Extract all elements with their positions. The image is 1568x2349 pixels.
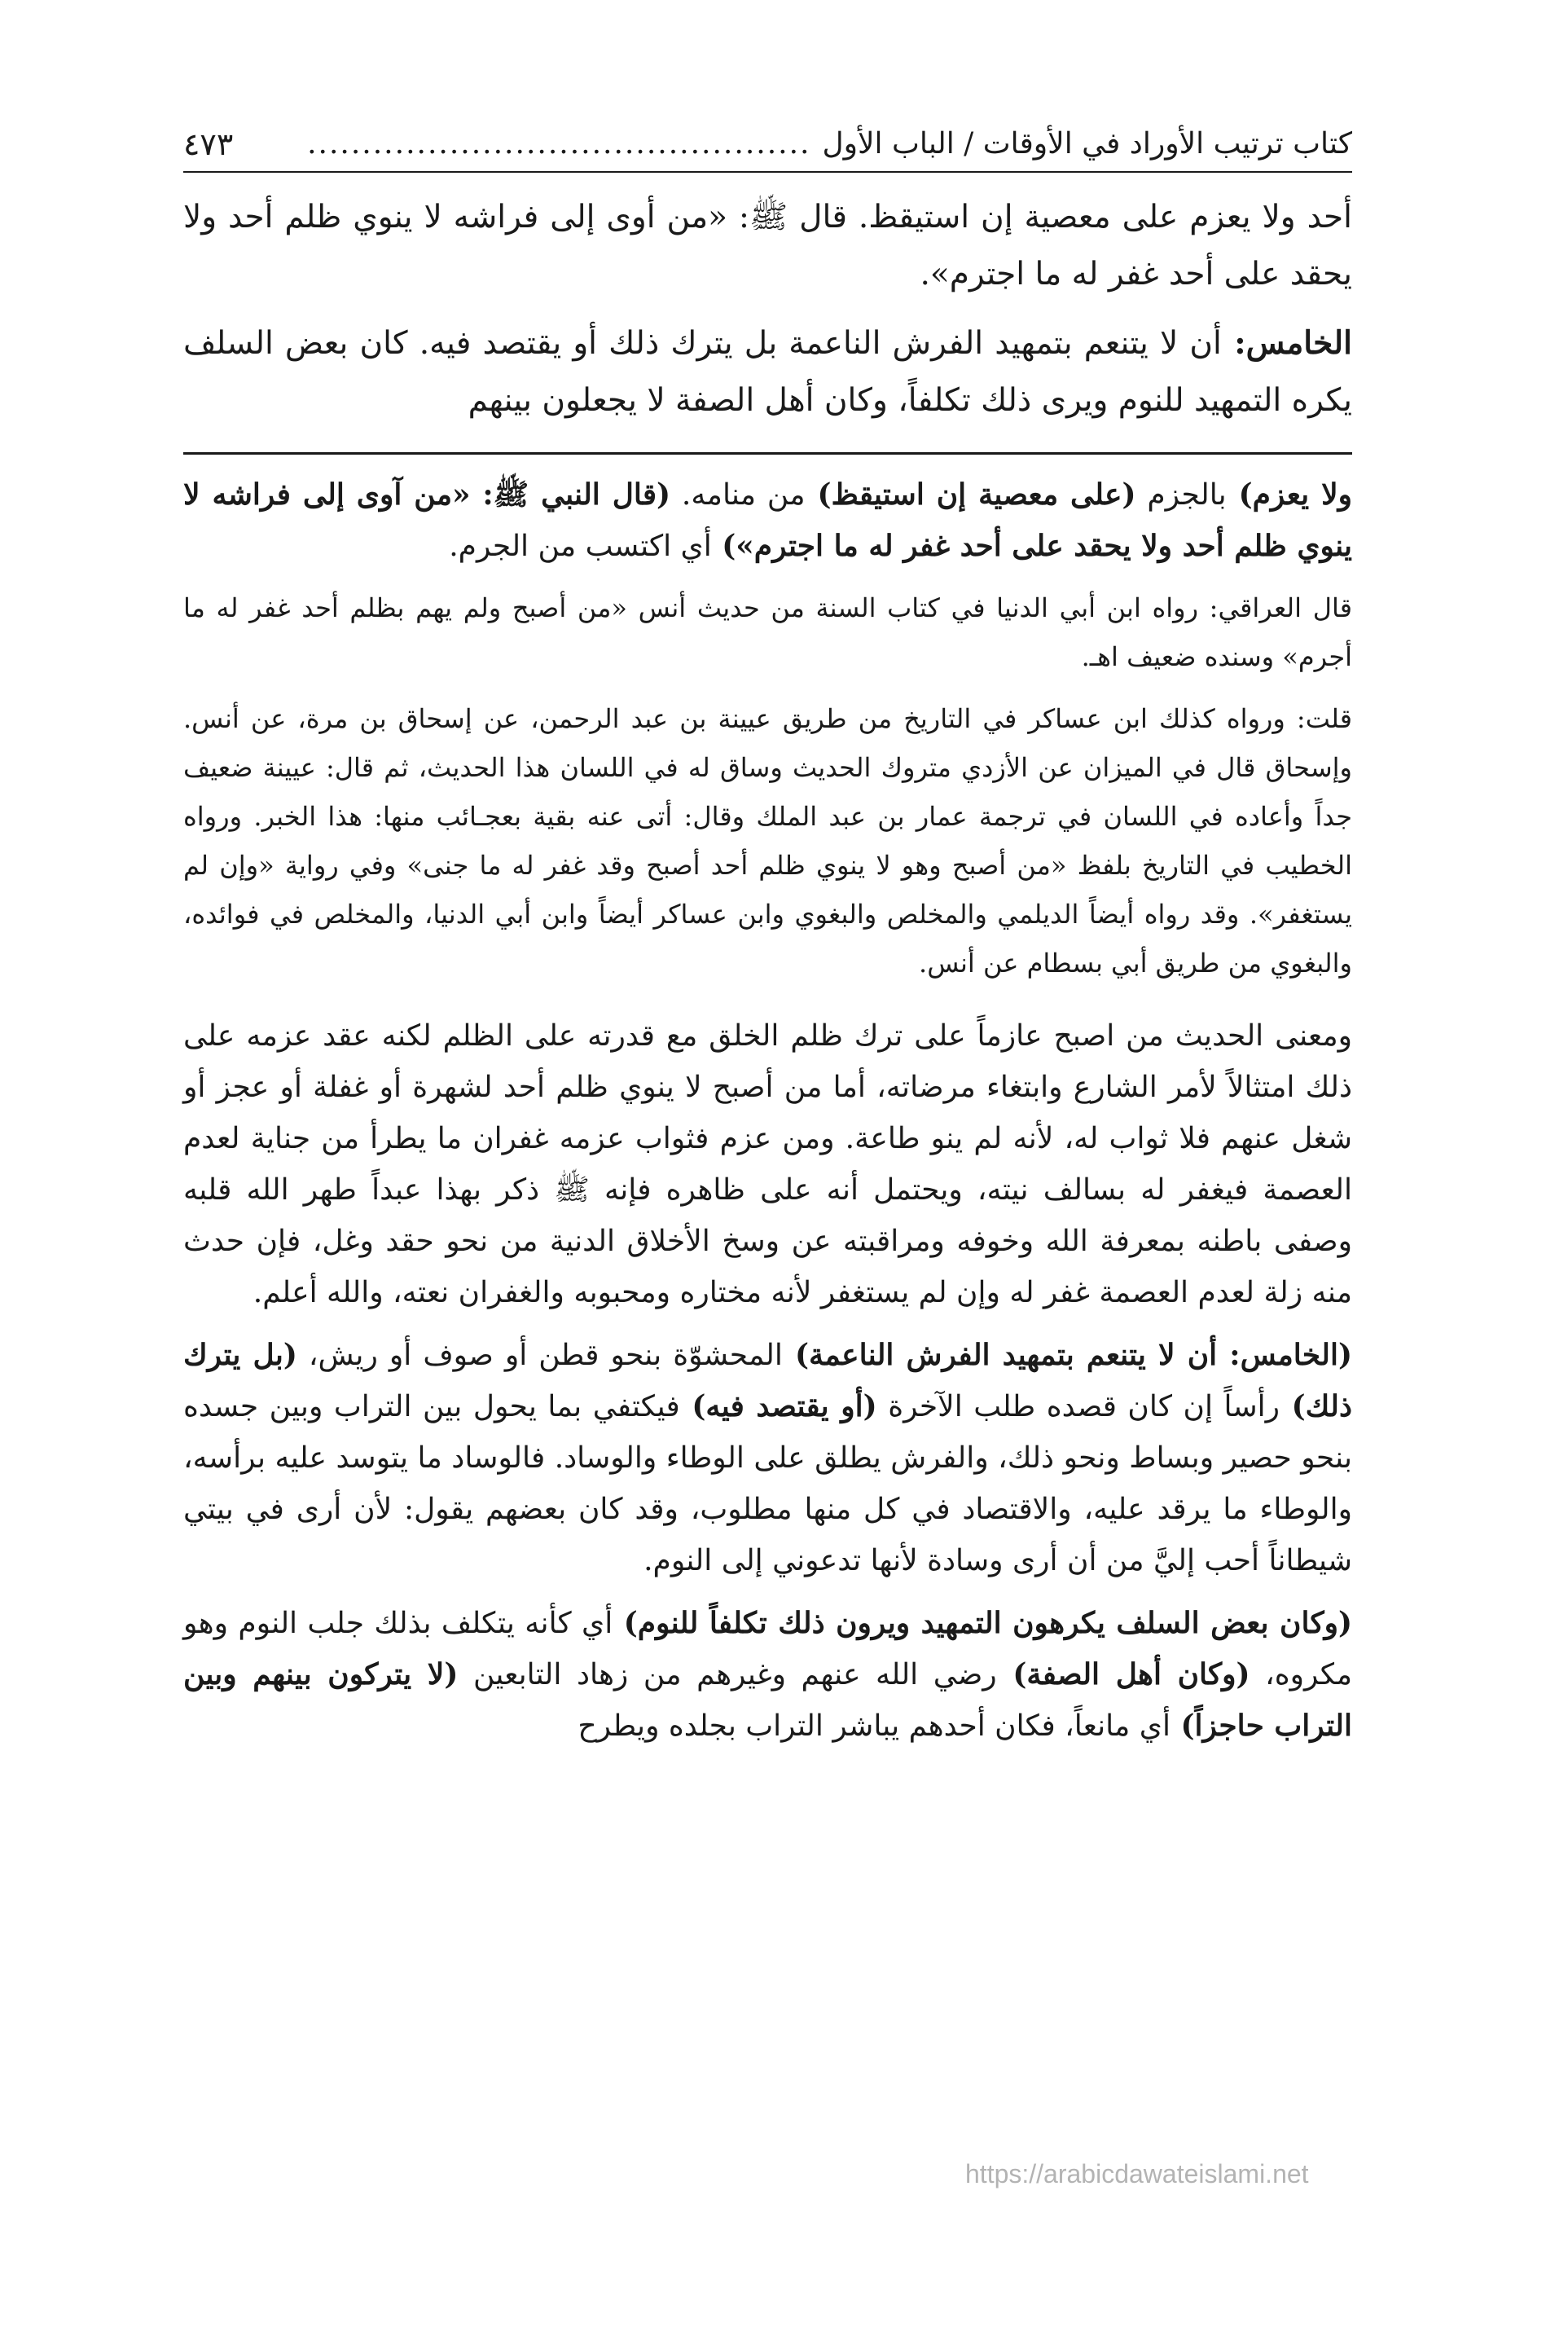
bold-matn-segment: (على معصية إن استيقظ): [805, 477, 1136, 512]
bold-matn-segment: ولا يعزم): [1226, 477, 1353, 512]
bold-matn-segment: (أو يقتصد فيه): [679, 1389, 877, 1423]
text-segment: أي كأنه يتكلف بذلك جلب النوم وهو مكروه،: [183, 1607, 1353, 1691]
bold-matn-segment: الخامس:: [1221, 324, 1352, 362]
text-segment: ومعنى الحديث من اصبح عازماً على ترك ظلم الخلق مع قدرته على الظلم لكنه عقد عزمه على ذلك امتثالاً لأمر الشارع وابتغاء مرضاته، أما من أصبح لا ينوي ظلم أحد لشهرة أو غفلة أو عجز أو شغل عنهم فلا ثواب له، لأنه لم ينو طاعة. ومن عزم فثواب عزمه غفران ما يطرأ من جناية لعدم العصمة فيغفر له بسالف نيته، ويحتمل أنه على ظاهره فإنه ﷺ ذكر بهذا عبداً طهر الله قلبه وصفى باطنه بمعرفة الله وخوفه ومراقبته عن وسخ الأخلاق الدنية من نحو حقد وغل، فإن حدث منه زلة لعدم العصمة غفر له وإن لم يستغفر لأنه مختاره ومحبوبه والغفران نعته، والله أعلم.: [183, 1019, 1352, 1309]
bold-matn-segment: (وكان أهل الصفة): [996, 1657, 1250, 1691]
text-segment: فيكتفي بما يحول بين التراب وبين جسده بنحو حصير وبساط ونحو ذلك، والفرش يطلق على الوطاء والوساد. فالوساد ما يتوسد عليه برأسه، والوطاء ما يرقد عليه، والاقتصاد في كل منها مطلوب، وقد كان بعضهم يقول: لأن أرى في بيتي شيطاناً أحب إليَّ من أن أرى وسادة لأنها تدعوني إلى النوم.: [183, 1390, 1352, 1577]
book-page: [183, 122, 1352, 1763]
note-paragraph: قال العراقي: رواه ابن أبي الدنيا في كتاب السنة من حديث أنس «من أصبح ولم يهم بظلم أحد غفر له ما أجرم» وسنده ضعيف اهـ.: [183, 592, 1352, 672]
commentary-block-2: [183, 1010, 1352, 1752]
text-segment: رضي الله عنهم وغيرهم من زهاد التابعين: [458, 1658, 997, 1691]
running-title: كتاب ترتيب الأوراد في الأوقات / الباب الأول: [822, 127, 1352, 161]
text-segment: من منامه.: [670, 478, 806, 512]
main-text: [183, 189, 1352, 429]
leader-dots: ..............................................: [307, 127, 811, 161]
bold-matn-segment: (وكان بعض السلف يكرهون التمهيد ويرون ذلك تكلفاً للنوم): [613, 1606, 1352, 1640]
text-segment: أحد ولا يعزم على معصية إن استيقظ. قال ﷺ: «من أوى إلى فراشه لا ينوي ظلم أحد ولا يحقد على أحد غفر له ما اجترم».: [183, 199, 1352, 293]
bold-matn-segment: (الخامس: أن لا يتنعم بتمهيد الفرش الناعمة): [782, 1338, 1352, 1372]
text-segment: بالجزم: [1135, 478, 1227, 512]
main-text-paragraph: [183, 315, 1352, 429]
section-divider: [183, 452, 1352, 455]
text-segment: أي اكتسب من الجرم.: [449, 530, 712, 563]
note-paragraph: قلت: ورواه كذلك ابن عساكر في التاريخ من طريق عيينة بن عبد الرحمن، عن إسحاق بن مرة، عن أنس. وإسحاق قال في الميزان عن الأزدي متروك الحديث وساق له في اللسان هذا الحديث، ثم قال: عيينة ضعيف جداً وأعاده في اللسان في ترجمة عمار بن عبد الملك وقال: أتى عنه بقية بعجـائب منها: هذا الخبر. ورواه الخطيب في التاريخ بلفظ «من أصبح وهو لا ينوي ظلم أحد أصبح وقد غفر له ما جنى» وفي رواية «وإن لم يستغفر». وقد رواه أيضاً الديلمي والمخلص والبغوي وابن عساكر أيضاً وابن أبي الدنيا، والمخلص في فوائده، والبغوي من طريق أبي بسطام عن أنس.: [183, 703, 1353, 979]
source-watermark: https://arabicdawateislami.net: [965, 2159, 1309, 2188]
main-text-paragraph: [183, 189, 1352, 303]
bold-matn-segment: (بل يترك ذلك): [183, 1338, 1353, 1423]
text-segment: أن لا يتنعم بتمهيد الفرش الناعمة بل يترك ذلك أو يقتصد فيه. كان بعض السلف يكره التمهيد للنوم ويرى ذلك تكلفاً، وكان أهل الصفة لا يجعلون بينهم: [183, 325, 1352, 419]
page-number: ٤٧٣: [183, 126, 234, 162]
commentary-block-1: [183, 469, 1352, 572]
text-segment: أي مانعاً، فكان أحدهم يباشر التراب بجلده ويطرح: [578, 1709, 1171, 1743]
text-segment: رأساً إن كان قصده طلب الآخرة: [876, 1390, 1280, 1423]
bold-matn-segment: (قال النبي ﷺ: «من آوى إلى فراشه لا ينوي ظلم أحد ولا يحقد على أحد غفر له ما اجترم»): [183, 477, 1352, 563]
commentary-paragraph: [183, 469, 1352, 572]
commentary-paragraph: [183, 1598, 1352, 1752]
commentary-paragraph: [183, 1330, 1352, 1586]
commentary-paragraph: [183, 1010, 1352, 1318]
running-header: [183, 122, 1352, 173]
bold-matn-segment: (لا يتركون بينهم وبين التراب حاجزاً): [183, 1657, 1352, 1743]
takhrij-notes: [183, 583, 1352, 988]
text-segment: المحشوّة بنحو قطن أو صوف أو ريش،: [296, 1339, 783, 1372]
